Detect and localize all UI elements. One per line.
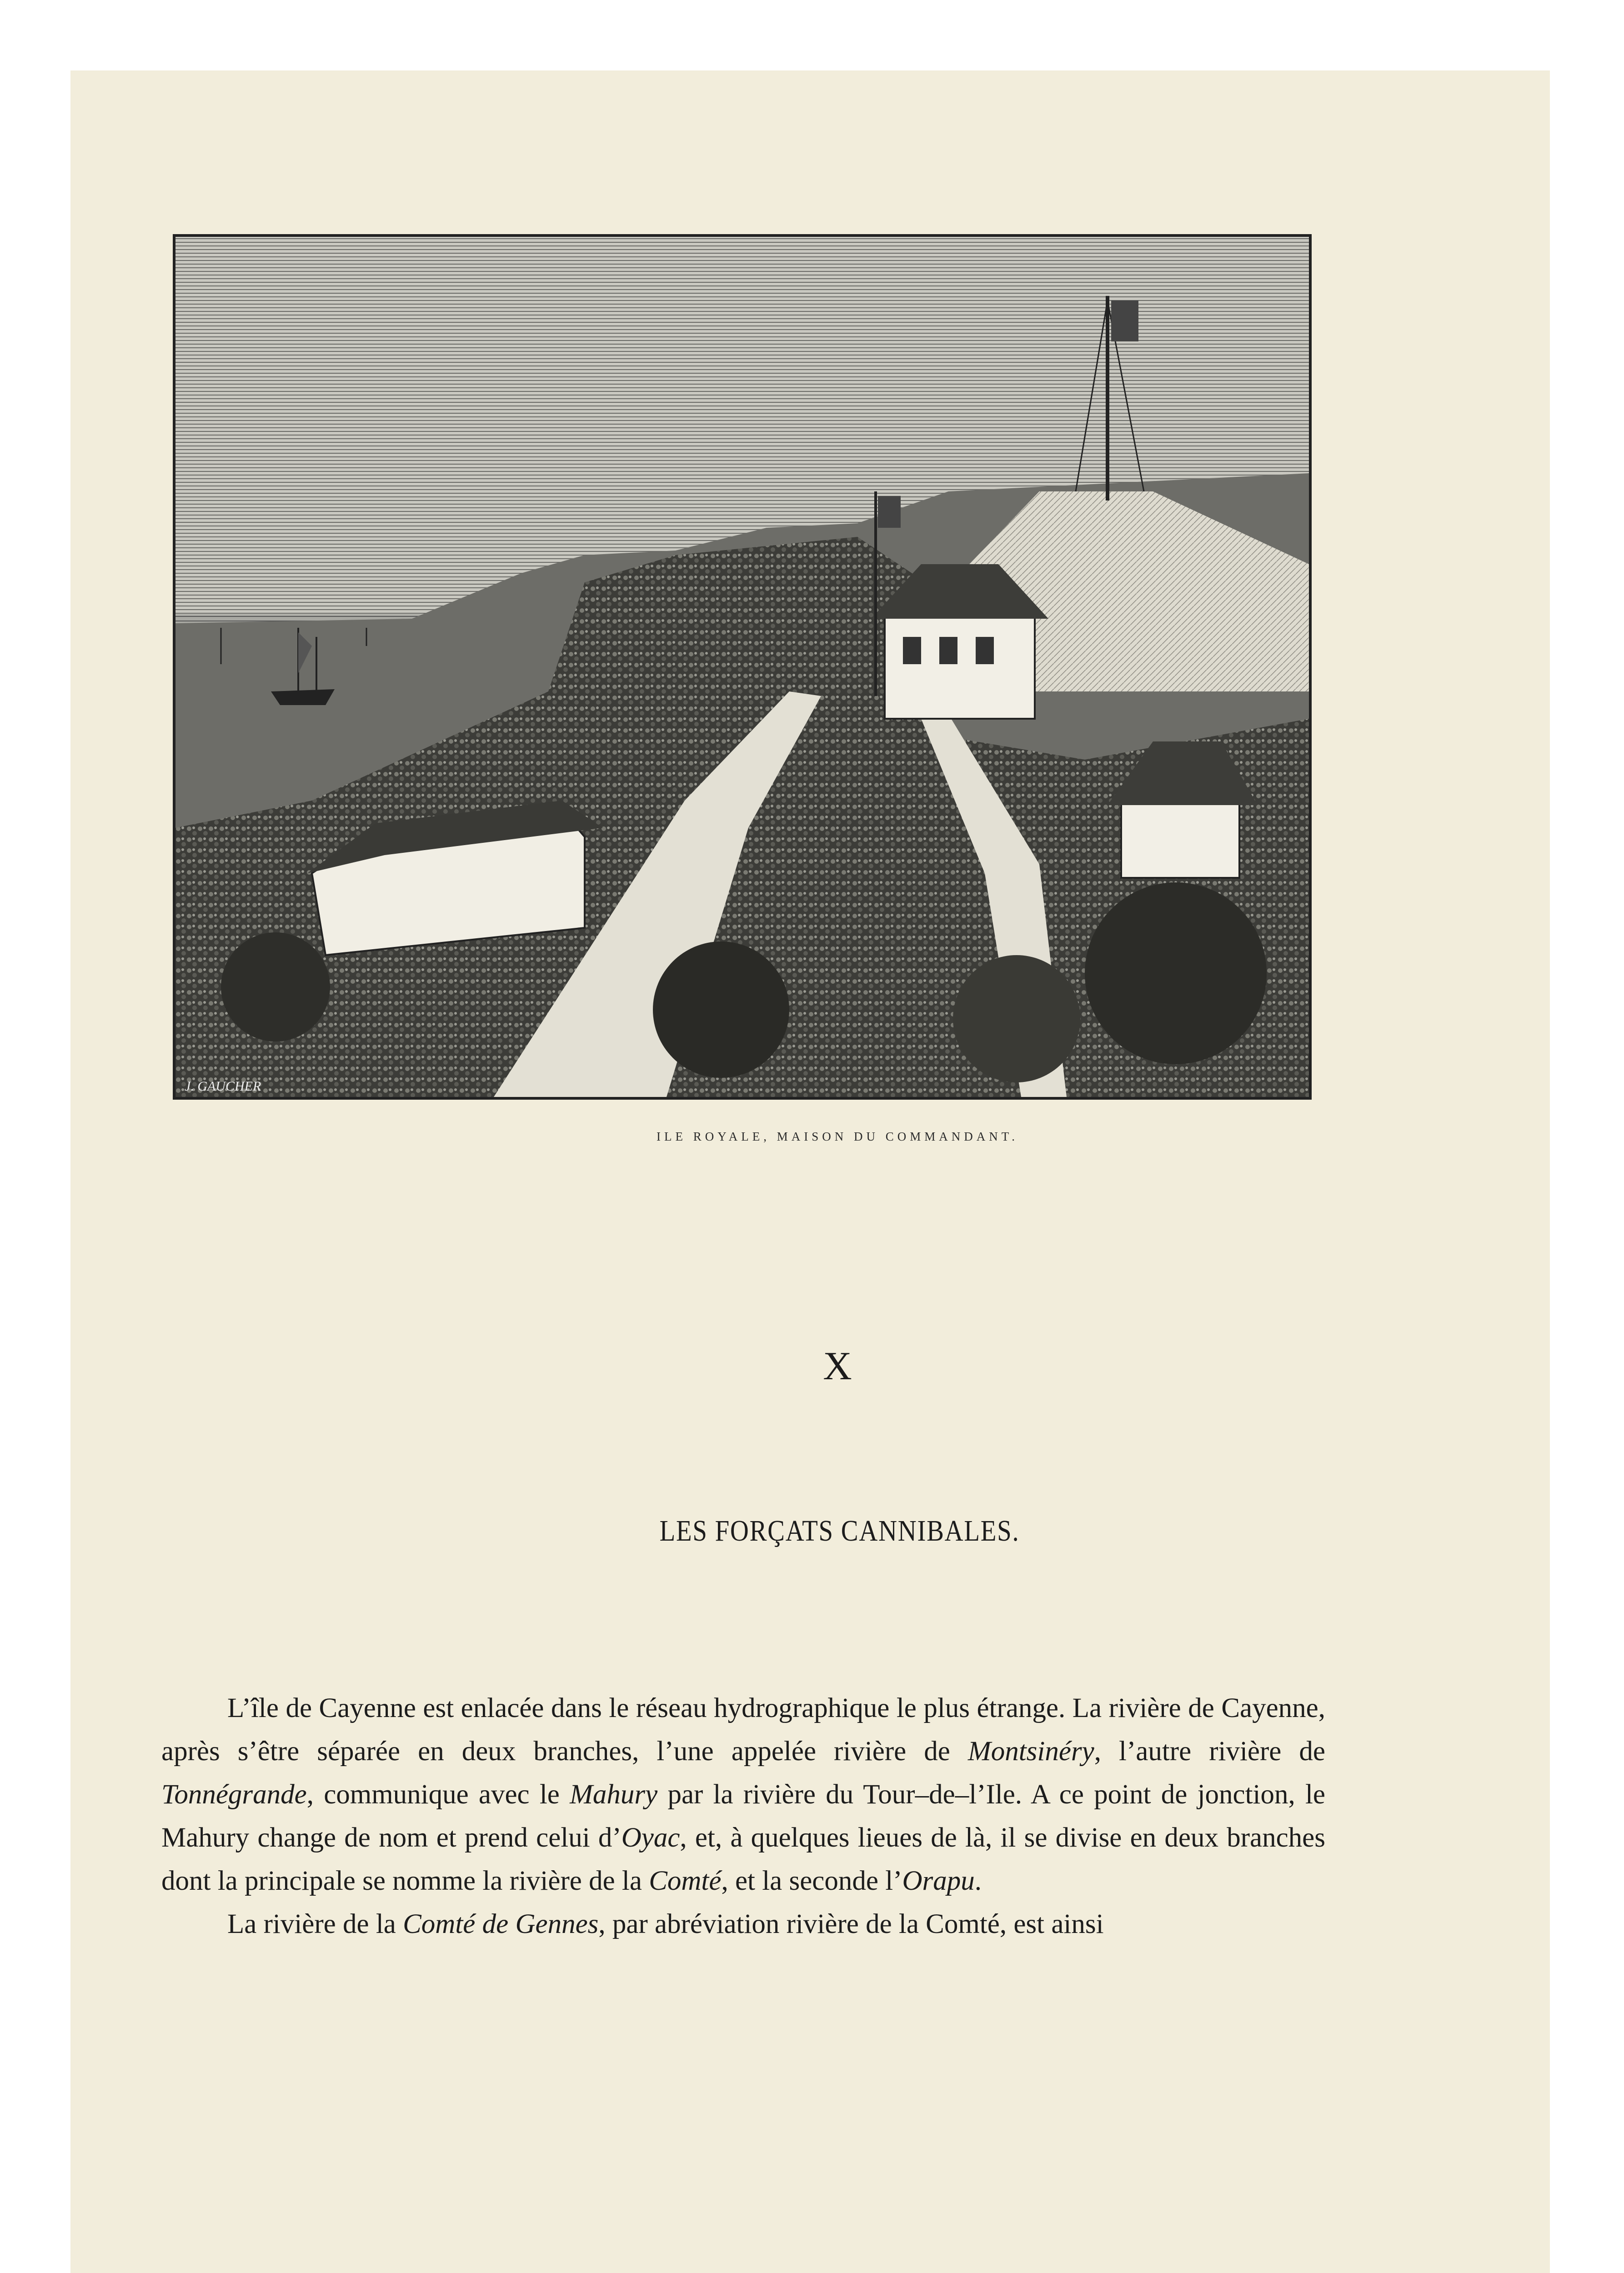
italic-run: Oyac	[621, 1822, 680, 1853]
italic-run: Tonnégrande	[161, 1779, 307, 1810]
italic-run: Comté de Gennes	[403, 1909, 599, 1939]
italic-run: Mahury	[570, 1779, 658, 1810]
text-run: , l’autre rivière de	[1094, 1736, 1325, 1767]
text-run: , communique avec le	[306, 1779, 570, 1810]
text-run: , par abréviation rivière de la Comté, est ainsi	[598, 1909, 1104, 1939]
artist-signature: J. GAUCHER	[185, 1079, 261, 1094]
text-run: .	[974, 1866, 982, 1896]
illustration-caption: ILE ROYALE, MAISON DU COMMANDANT.	[657, 1130, 1018, 1143]
body-text	[161, 1687, 1325, 1946]
paragraph-2	[161, 1903, 1325, 1946]
paragraph-1	[161, 1687, 1325, 1903]
engraving-drawing	[175, 237, 1309, 1097]
text-run: par la rivière du Tour–de–l’Ile. A ce point de jonction, le Mahury change de nom et prend celui d’	[161, 1779, 1325, 1853]
chapter-title: LES FORÇATS CANNIBALES.	[659, 1514, 1020, 1547]
text-run: La rivière de la	[227, 1909, 403, 1939]
italic-run: Comté	[649, 1866, 722, 1896]
italic-run: Orapu	[902, 1866, 975, 1896]
text-run: , et, à quelques lieues de là, il se divise en deux branches dont la principale se nomme la rivière de la	[161, 1822, 1325, 1896]
text-run: , et la seconde l’	[721, 1866, 902, 1896]
engraving-illustration	[173, 234, 1312, 1100]
chapter-number: X	[823, 1344, 852, 1388]
text-run: L’île de Cayenne est enlacée dans le réseau hydrographique le plus étrange. La rivière de Cayenne, après s’être séparée en deux branches, l’une appelée rivière de	[161, 1693, 1325, 1767]
book-page	[70, 70, 1550, 2273]
italic-run: Montsinéry	[967, 1736, 1094, 1767]
